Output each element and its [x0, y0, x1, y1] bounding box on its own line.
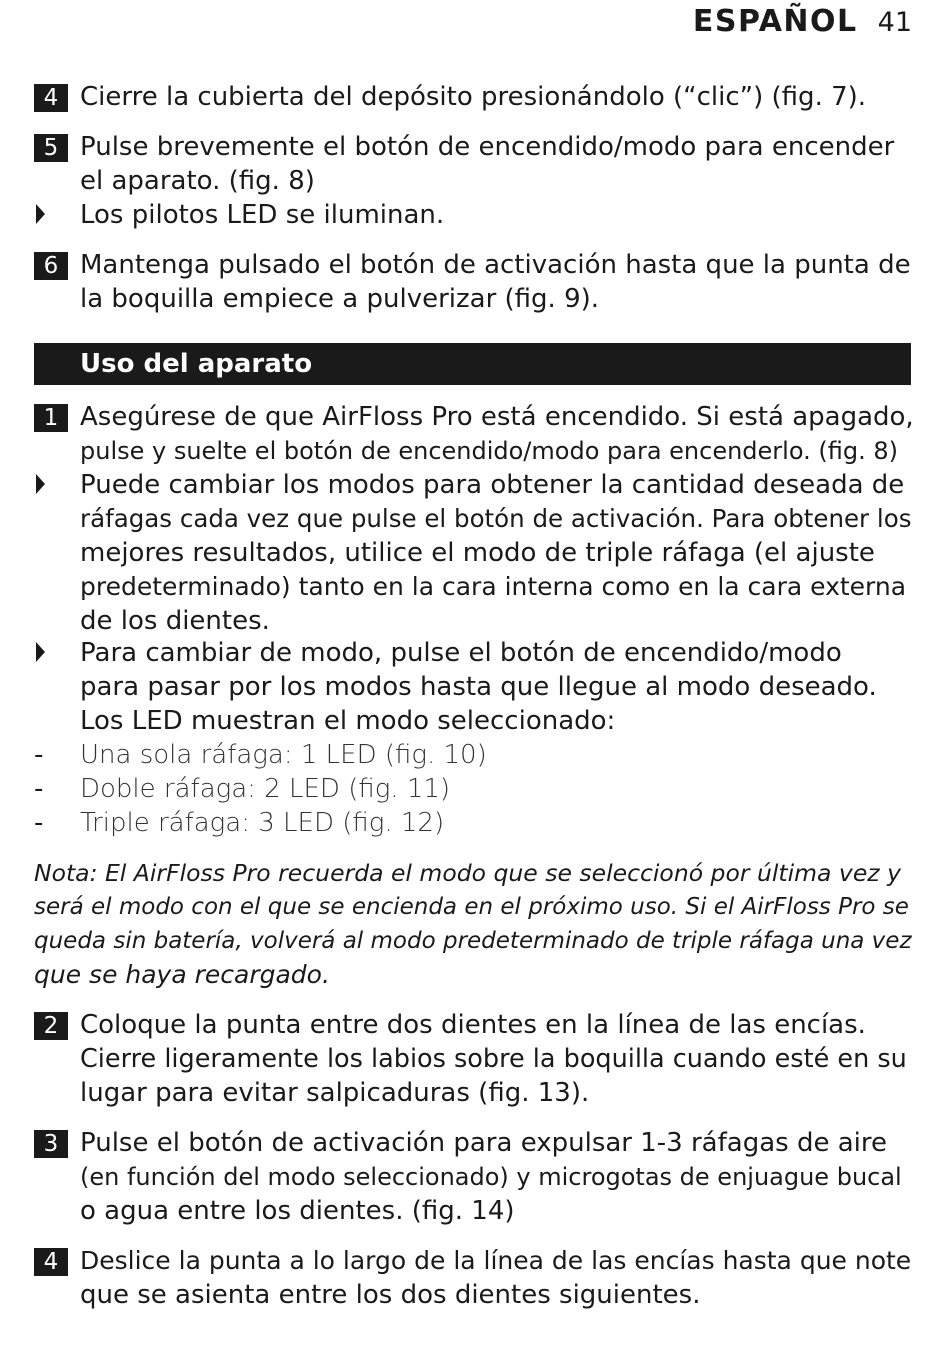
step-text-line: Pulse brevemente el botón de encendido/modo para encender: [80, 132, 895, 162]
bullet-text-line: mejores resultados, utilice el modo de triple ráfaga (el ajuste: [80, 538, 875, 568]
step-text-line: (en función del modo seleccionado) y microgotas de enjuague bucal: [80, 1163, 902, 1191]
step-number-box: 6: [34, 252, 68, 280]
bullet-arrow-icon: [36, 642, 45, 662]
section-title: Uso del aparato: [80, 349, 313, 379]
step-text-line: Cierre la cubierta del depósito presionándolo (“clic”) (fig. 7).: [80, 82, 867, 112]
step-text-line: Asegúrese de que AirFloss Pro está encendido. Si está apagado,: [80, 402, 914, 432]
bullet-arrow-icon: [36, 204, 45, 224]
bullet-text-line: Puede cambiar los modos para obtener la cantidad deseada de: [80, 470, 905, 500]
note-line: Nota: El AirFloss Pro recuerda el modo que se seleccionó por última vez y: [34, 859, 901, 887]
step-number-box: 1: [34, 404, 68, 432]
dash-marker: -: [34, 774, 44, 804]
step-text-line: o agua entre los dientes. (fig. 14): [80, 1196, 515, 1226]
step-text-line: Mantenga pulsado el botón de activación hasta que la punta de: [80, 250, 911, 280]
mode-list-item: Una sola ráfaga: 1 LED (fig. 10): [80, 740, 487, 770]
step-text-line: Coloque la punta entre dos dientes en la línea de las encías.: [80, 1010, 866, 1040]
bullet-text-line: para pasar por los modos hasta que llegue al modo deseado.: [80, 672, 877, 702]
note-line: que se haya recargado.: [34, 960, 330, 989]
mode-list-item: Triple ráfaga: 3 LED (fig. 12): [80, 808, 445, 838]
bullet-text-line: de los dientes.: [80, 606, 270, 636]
bullet-text-line: predeterminado) tanto en la cara interna como en la cara externa: [80, 572, 907, 601]
step-text-line: pulse y suelte el botón de encendido/modo para encenderlo. (fig. 8): [80, 437, 898, 465]
note-line: será el modo con el que se encienda en el próximo uso. Si el AirFloss Pro se: [34, 894, 909, 920]
step-text-line: el aparato. (fig. 8): [80, 166, 315, 196]
section-heading-bar: [34, 343, 911, 385]
step-text-line: la boquilla empiece a pulverizar (fig. 9).: [80, 284, 600, 314]
step-number-box: 3: [34, 1130, 68, 1158]
step-text-line: Pulse el botón de activación para expulsar 1-3 ráfagas de aire: [80, 1128, 887, 1158]
step-text-line: Cierre ligeramente los labios sobre la boquilla cuando esté en su: [80, 1044, 907, 1074]
bullet-text-line: ráfagas cada vez que pulse el botón de activación. Para obtener los: [80, 504, 912, 533]
bullet-text-line: Para cambiar de modo, pulse el botón de encendido/modo: [80, 638, 842, 668]
bullet-arrow-icon: [36, 474, 45, 494]
step-number-box: 4: [34, 1248, 68, 1276]
bullet-text-line: Los pilotos LED se iluminan.: [80, 200, 445, 230]
step-text-line: que se asienta entre los dos dientes siguientes.: [80, 1280, 701, 1310]
page-number: 41: [877, 7, 912, 38]
step-number-box: 5: [34, 134, 68, 162]
dash-marker: -: [34, 740, 44, 770]
step-text-line: lugar para evitar salpicaduras (fig. 13).: [80, 1078, 590, 1108]
step-number-box: 2: [34, 1012, 68, 1040]
mode-list-item: Doble ráfaga: 2 LED (fig. 11): [80, 774, 451, 804]
dash-marker: -: [34, 808, 44, 838]
language-heading: ESPAÑOL: [692, 4, 858, 39]
page-header: [693, 4, 912, 39]
note-line: queda sin batería, volverá al modo predeterminado de triple ráfaga una vez: [34, 928, 912, 954]
step-text-line: Deslice la punta a lo largo de la línea de las encías hasta que note: [80, 1246, 912, 1275]
bullet-text-line: Los LED muestran el modo seleccionado:: [80, 706, 616, 736]
step-number-box: 4: [34, 84, 68, 112]
